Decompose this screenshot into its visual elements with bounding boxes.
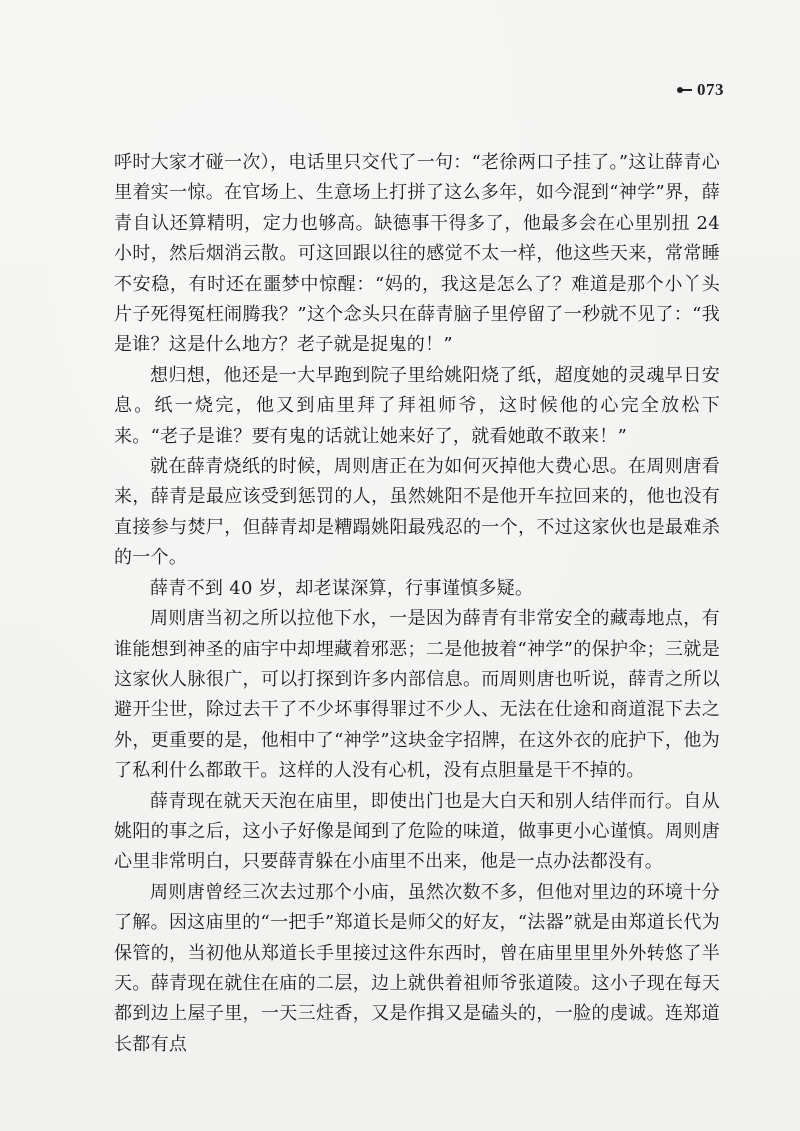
- paragraph: 薛青现在就天天泡在庙里，即使出门也是大白天和别人结伴而行。自从姚阳的事之后，这小子好像是闻到了危险的味道，做事更小心谨慎。周则唐心里非常明白，只要薛青躲在小庙里不出来，他是一点办法都没有。: [114, 790, 720, 873]
- paragraph: 呼时大家才碰一次），电话里只交代了一句：“老徐两口子挂了。”这让薛青心里着实一惊。在官场上、生意场上打拼了这么多年，如今混到“神学”界，薛青自认还算精明，定力也够高。缺德事干得多了，他最多会在心里别扭 24 小时，然后烟消云散。可这回跟以往的感觉不太一样，他这些天来，常常睡不安稳，有时还在噩梦中惊醒：“妈的，我这是怎么了？难道是那个小丫头片子死得冤枉闹腾我？”这个念头只在薛青脑子里停留了一秒就不见了：“我是谁？这是什么地方？老子就是捉鬼的！”: [114, 152, 720, 356]
- body-text: [114, 148, 720, 1060]
- paragraph: 周则唐当初之所以拉他下水，一是因为薛青有非常安全的藏毒地点，有谁能想到神圣的庙宇中却埋藏着邪恶；二是他披着“神学”的保护伞；三就是这家伙人脉很广，可以打探到许多内部信息。而周则唐也听说，薛青之所以避开尘世，除过去干了不少坏事得罪过不少人、无法在仕途和商道混下去之外，更重要的是，他相中了“神学”这块金字招牌，在这外衣的庇护下，他为了私利什么都敢干。这样的人没有心机，没有点胆量是干不掉的。: [114, 608, 720, 782]
- paragraph: 想归想，他还是一大早跑到院子里给姚阳烧了纸，超度她的灵魂早日安息。纸一烧完，他又到庙里拜了拜祖师爷，这时候他的心完全放松下来。“老子是谁？要有鬼的话就让她来好了，就看她敢不敢来！”: [114, 364, 720, 447]
- paragraph: 薛青不到 40 岁，却老谋深算，行事谨慎多疑。: [150, 577, 534, 599]
- page-number-block: [677, 80, 724, 100]
- page-marker-icon: [677, 85, 695, 95]
- page-number: 073: [697, 80, 724, 99]
- paragraph: 周则唐曾经三次去过那个小庙，虽然次数不多，但他对里边的环境十分了解。因这庙里的“一把手”郑道长是师父的好友，“法器”就是由郑道长代为保管的，当初他从郑道长手里接过这件东西时，曾在庙里里里外外转悠了半天。薛青现在就住在庙的二层，边上就供着祖师爷张道陵。这小子现在每天都到边上屋子里，一天三炷香，又是作揖又是磕头的，一脸的虔诚。连郑道长都有点: [114, 881, 720, 1055]
- paragraph: 就在薛青烧纸的时候，周则唐正在为如何灭掉他大费心思。在周则唐看来，薛青是最应该受到惩罚的人，虽然姚阳不是他开车拉回来的，他也没有直接参与焚尸，但薛青却是糟蹋姚阳最残忍的一个，不过这家伙也是最难杀的一个。: [114, 456, 720, 569]
